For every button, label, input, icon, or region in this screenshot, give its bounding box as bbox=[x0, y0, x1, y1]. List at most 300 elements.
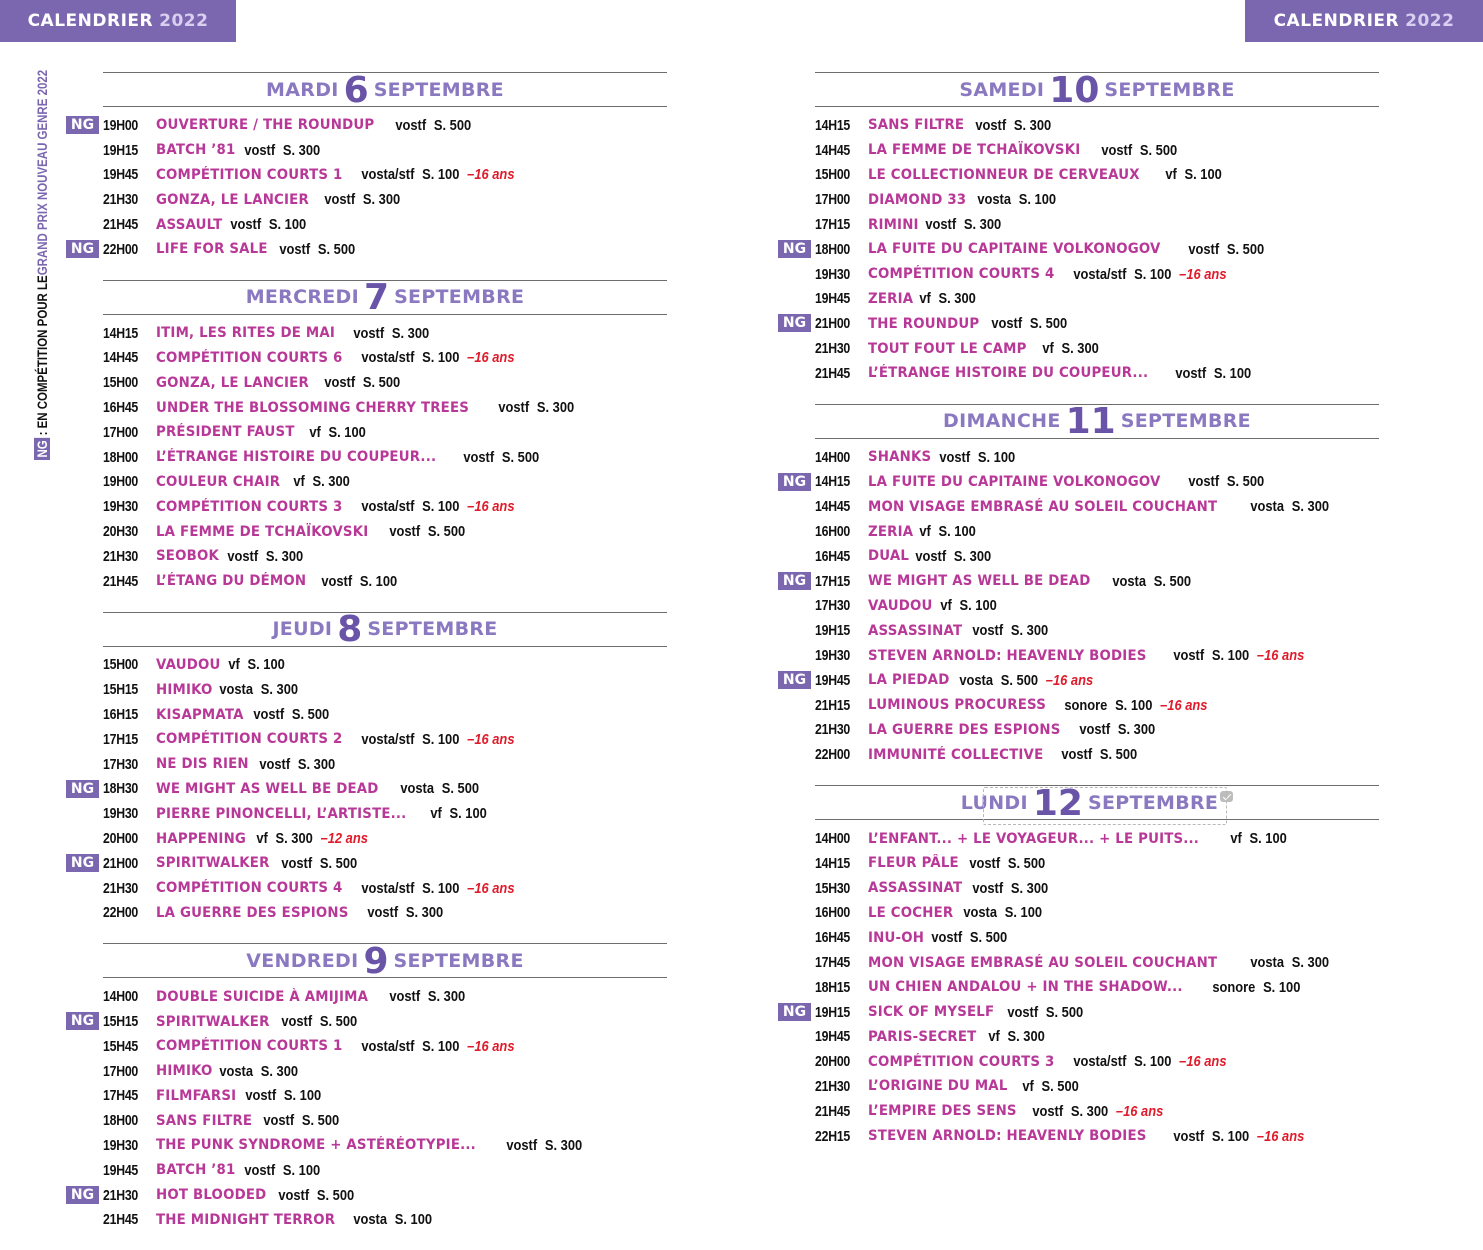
screening-room: S. 500 bbox=[1139, 141, 1178, 159]
screening-time: 21H30 bbox=[103, 547, 139, 565]
film-title: UNDER THE BLOSSOMING CHERRY TREES bbox=[156, 399, 470, 416]
film-title: COMPÉTITION COURTS 3 bbox=[156, 498, 343, 515]
ng-badge: NG bbox=[778, 1003, 811, 1021]
header-label: CALENDRIER bbox=[1273, 11, 1400, 31]
screening-time: 22H00 bbox=[103, 240, 139, 258]
day-section bbox=[782, 401, 1379, 767]
ng-badge: NG bbox=[778, 572, 811, 590]
screening-room: S. 500 bbox=[320, 854, 358, 872]
screening-row bbox=[103, 727, 667, 752]
film-title: GONZA, LE LANCIER bbox=[156, 374, 309, 391]
film-title: THE ROUNDUP bbox=[868, 315, 980, 332]
screening-row bbox=[815, 851, 1379, 876]
screening-format: vf bbox=[1165, 166, 1178, 184]
screening-room: S. 100 bbox=[283, 1161, 321, 1179]
screening-row bbox=[815, 494, 1379, 519]
age-rating: –16 ans bbox=[466, 498, 515, 516]
screening-format: vf bbox=[430, 805, 443, 823]
day-name: MERCREDI bbox=[245, 286, 359, 309]
screening-time: 19H00 bbox=[103, 116, 139, 134]
screening-room: S. 500 bbox=[1007, 854, 1045, 872]
screening-row bbox=[815, 445, 1379, 470]
film-title: STEVEN ARNOLD: HEAVENLY BODIES bbox=[868, 1128, 1147, 1145]
screening-time: 22H00 bbox=[815, 746, 851, 764]
film-title: LA GUERRE DES ESPIONS bbox=[156, 904, 349, 921]
screening-time: 14H45 bbox=[815, 498, 851, 516]
screening-info bbox=[234, 142, 320, 159]
screening-format: vostf bbox=[278, 1186, 310, 1204]
screening-info bbox=[1091, 142, 1177, 159]
film-title: SANS FILTRE bbox=[868, 117, 965, 134]
screening-time: 19H15 bbox=[815, 1003, 851, 1021]
screening-row bbox=[103, 163, 667, 188]
screening-row bbox=[815, 113, 1379, 138]
screening-info bbox=[1178, 473, 1264, 490]
film-title: ZERIA bbox=[868, 290, 914, 307]
screening-info bbox=[1220, 830, 1287, 847]
day-section bbox=[782, 69, 1379, 386]
film-title: SPIRITWALKER bbox=[156, 1013, 270, 1030]
screening-info bbox=[1051, 746, 1137, 763]
ng-badge: NG bbox=[66, 854, 99, 872]
screening-room: S. 500 bbox=[1046, 1003, 1084, 1021]
screening-time: 18H00 bbox=[103, 1112, 139, 1130]
film-title: LA PIEDAD bbox=[868, 672, 950, 689]
screening-room: S. 300 bbox=[1070, 1102, 1108, 1120]
screening-format: vf bbox=[919, 523, 931, 541]
screening-time: 14H00 bbox=[815, 448, 851, 466]
schedule-column-left bbox=[70, 69, 667, 1250]
screening-format: vosta bbox=[353, 1211, 387, 1229]
film-title: LE COLLECTIONNEUR DE CERVEAUX bbox=[868, 166, 1140, 183]
screening-row bbox=[815, 1124, 1379, 1149]
screening-info bbox=[379, 988, 465, 1005]
ng-badge: NG bbox=[778, 671, 811, 689]
age-rating: –12 ans bbox=[320, 830, 368, 848]
day-section bbox=[70, 609, 667, 926]
screening-info bbox=[949, 672, 1093, 689]
screening-info bbox=[1012, 1078, 1079, 1095]
screening-format: vostf bbox=[281, 1013, 313, 1030]
film-title: LA FUITE DU CAPITAINE VOLKONOGOV bbox=[868, 241, 1161, 258]
screening-row bbox=[815, 544, 1379, 569]
screening-room: S. 500 bbox=[1153, 572, 1191, 590]
screening-format: vostf bbox=[230, 216, 262, 234]
screening-info bbox=[997, 1004, 1083, 1021]
screening-info bbox=[217, 548, 303, 565]
day-section bbox=[782, 782, 1379, 1148]
screening-info bbox=[220, 216, 306, 233]
screening-info bbox=[1063, 266, 1226, 283]
screening-format: sonore bbox=[1212, 978, 1256, 996]
day-section bbox=[70, 69, 667, 262]
day-month: SEPTEMBRE bbox=[367, 618, 498, 641]
screening-room: S. 100 bbox=[1211, 1127, 1249, 1145]
screening-info bbox=[268, 1187, 354, 1204]
film-title: ASSASSINAT bbox=[868, 622, 963, 639]
screening-time: 15H15 bbox=[103, 1013, 139, 1030]
screening-row bbox=[815, 643, 1379, 668]
screening-format: vosta bbox=[963, 904, 997, 922]
age-rating: –16 ans bbox=[1178, 1053, 1227, 1071]
screening-time: 15H45 bbox=[103, 1037, 139, 1055]
screening-room: S. 100 bbox=[977, 448, 1016, 466]
screening-info bbox=[314, 374, 400, 391]
screening-time: 14H45 bbox=[103, 349, 139, 367]
screening-time: 19H15 bbox=[103, 141, 139, 159]
screening-info bbox=[965, 117, 1051, 134]
screening-room: S. 300 bbox=[391, 324, 429, 342]
screening-format: vosta bbox=[1249, 954, 1284, 971]
screening-room: S. 500 bbox=[363, 374, 401, 392]
screening-format: vostf bbox=[253, 706, 285, 724]
screening-info bbox=[909, 523, 976, 540]
film-title: BATCH ’81 bbox=[156, 142, 236, 159]
screening-room: S. 100 bbox=[421, 879, 460, 897]
age-rating: –16 ans bbox=[1045, 671, 1093, 689]
screening-format: vf bbox=[1230, 830, 1242, 848]
screening-info bbox=[249, 756, 335, 773]
film-title: LA GUERRE DES ESPIONS bbox=[868, 721, 1061, 738]
screening-time: 17H00 bbox=[815, 191, 851, 209]
film-title: ZERIA bbox=[868, 523, 914, 540]
film-title: LE COCHER bbox=[868, 904, 954, 921]
screening-row bbox=[815, 975, 1379, 1000]
screening-format: vosta bbox=[219, 1062, 254, 1080]
screening-list bbox=[70, 113, 667, 262]
age-rating: –16 ans bbox=[1159, 696, 1207, 714]
screening-format: vostf bbox=[226, 547, 258, 565]
day-header bbox=[103, 940, 667, 982]
screening-format: vostf bbox=[244, 1161, 276, 1179]
film-title: SEOBOK bbox=[156, 548, 220, 565]
film-title: RIMINI bbox=[868, 216, 919, 233]
screening-format: vosta/stf bbox=[361, 166, 415, 184]
screening-info bbox=[930, 597, 997, 614]
day-name: LUNDI bbox=[960, 791, 1028, 814]
screening-row bbox=[103, 494, 667, 519]
screening-room: S. 300 bbox=[544, 1136, 582, 1154]
screening-row bbox=[815, 187, 1379, 212]
screening-row bbox=[70, 237, 667, 262]
screening-format: vostf bbox=[1173, 1127, 1204, 1145]
film-title: HIMIKO bbox=[156, 681, 213, 698]
screening-info bbox=[243, 706, 329, 723]
screening-time: 15H00 bbox=[815, 166, 851, 184]
screening-row bbox=[103, 901, 667, 926]
screening-row bbox=[103, 653, 667, 678]
screening-time: 19H30 bbox=[815, 647, 851, 665]
age-rating: –16 ans bbox=[466, 1037, 515, 1055]
screening-row bbox=[815, 901, 1379, 926]
screening-row bbox=[103, 420, 667, 445]
screening-row bbox=[70, 1009, 667, 1034]
screening-row bbox=[815, 1074, 1379, 1099]
screening-row bbox=[103, 321, 667, 346]
screening-time: 14H00 bbox=[103, 988, 139, 1006]
screening-info bbox=[981, 315, 1067, 332]
screening-info bbox=[1165, 365, 1251, 382]
screening-row bbox=[103, 1133, 667, 1158]
screening-time: 19H45 bbox=[815, 1028, 851, 1046]
screening-row bbox=[782, 569, 1379, 594]
screening-time: 21H30 bbox=[103, 1186, 139, 1204]
screening-info bbox=[1163, 1128, 1304, 1145]
day-number: 6 bbox=[343, 69, 369, 111]
film-title: SANS FILTRE bbox=[156, 1112, 253, 1129]
screening-format: vostf bbox=[462, 448, 494, 466]
screening-room: S. 300 bbox=[964, 216, 1002, 234]
screening-info bbox=[351, 880, 514, 897]
screening-room: S. 300 bbox=[953, 547, 991, 565]
screening-room: S. 100 bbox=[1213, 364, 1251, 382]
screening-info bbox=[1102, 573, 1191, 590]
screening-room: S. 300 bbox=[265, 547, 303, 565]
screening-row bbox=[103, 752, 667, 777]
screening-row bbox=[103, 569, 667, 594]
film-title: L’ÉTRANGE HISTOIRE DU COUPEUR... bbox=[156, 449, 437, 466]
day-section bbox=[70, 940, 667, 1232]
screening-row bbox=[815, 826, 1379, 851]
screening-format: vostf bbox=[279, 240, 311, 258]
screening-room: S. 300 bbox=[1007, 1028, 1045, 1046]
screening-room: S. 100 bbox=[421, 166, 460, 184]
screening-format: vostf bbox=[367, 904, 399, 922]
header-year: 2022 bbox=[159, 11, 209, 31]
screening-time: 19H30 bbox=[103, 1136, 139, 1154]
screening-info bbox=[311, 573, 397, 590]
ng-badge: NG bbox=[66, 116, 99, 134]
film-title: LUMINOUS PROCURESS bbox=[868, 697, 1047, 714]
screening-row bbox=[815, 876, 1379, 901]
screening-time: 19H00 bbox=[103, 473, 139, 491]
screening-time: 14H15 bbox=[103, 324, 139, 342]
screening-time: 14H00 bbox=[815, 830, 851, 848]
screening-time: 14H45 bbox=[815, 141, 851, 159]
screening-row bbox=[103, 346, 667, 371]
screening-format: vostf bbox=[1031, 1102, 1063, 1120]
screening-info bbox=[1240, 954, 1329, 971]
screening-row bbox=[103, 445, 667, 470]
screening-format: vf bbox=[309, 423, 321, 441]
screening-room: S. 100 bbox=[328, 423, 366, 441]
screening-time: 21H45 bbox=[103, 572, 139, 590]
screening-time: 21H30 bbox=[815, 1077, 851, 1095]
screening-format: vostf bbox=[974, 116, 1006, 134]
screening-info bbox=[390, 780, 479, 797]
screening-info bbox=[209, 681, 298, 698]
film-title: FLEUR PÂLE bbox=[868, 855, 959, 872]
screening-format: vostf bbox=[1188, 473, 1220, 491]
film-title: COULEUR CHAIR bbox=[156, 473, 281, 490]
ng-badge: NG bbox=[66, 1012, 99, 1030]
day-number: 9 bbox=[363, 940, 389, 982]
film-title: GONZA, LE LANCIER bbox=[156, 191, 309, 208]
screening-format: vf bbox=[988, 1028, 1000, 1046]
screening-info bbox=[351, 731, 514, 748]
screening-time: 18H00 bbox=[815, 240, 851, 258]
day-name: VENDREDI bbox=[246, 949, 359, 972]
screening-format: vosta/stf bbox=[361, 879, 415, 897]
screening-row bbox=[815, 1099, 1379, 1124]
screening-info bbox=[343, 1211, 432, 1228]
film-title: LA FUITE DU CAPITAINE VOLKONOGOV bbox=[868, 473, 1161, 490]
screening-time: 17H15 bbox=[815, 216, 851, 234]
screening-info bbox=[909, 290, 976, 307]
screening-info bbox=[246, 830, 368, 847]
screening-row bbox=[103, 395, 667, 420]
screening-time: 21H30 bbox=[815, 340, 851, 358]
screening-row bbox=[103, 677, 667, 702]
ng-legend-highlight: GRAND PRIX NOUVEAU GENRE 2022 bbox=[34, 69, 50, 276]
film-title: COMPÉTITION COURTS 4 bbox=[156, 880, 343, 897]
screening-time: 19H15 bbox=[815, 622, 851, 640]
screening-info bbox=[1063, 1053, 1226, 1070]
screening-row bbox=[815, 519, 1379, 544]
screening-row bbox=[815, 1025, 1379, 1050]
day-number: 10 bbox=[1049, 69, 1100, 111]
age-rating: –16 ans bbox=[466, 879, 515, 897]
screening-format: vf bbox=[228, 656, 240, 674]
film-title: FILMFARSI bbox=[156, 1087, 237, 1104]
film-title: PARIS-SECRET bbox=[868, 1028, 977, 1045]
screening-room: S. 100 bbox=[247, 656, 285, 674]
film-title: KISAPMATA bbox=[156, 706, 244, 723]
screening-room: S. 300 bbox=[1291, 498, 1329, 516]
screening-info bbox=[959, 855, 1045, 872]
screening-row bbox=[815, 594, 1379, 619]
screening-time: 21H30 bbox=[815, 721, 851, 739]
screening-info bbox=[1202, 979, 1300, 996]
screening-format: vostf bbox=[498, 399, 530, 417]
screening-time: 21H45 bbox=[103, 1211, 139, 1229]
age-rating: –16 ans bbox=[1256, 647, 1305, 665]
screening-row bbox=[103, 519, 667, 544]
screening-info bbox=[1240, 498, 1329, 515]
screening-row bbox=[815, 163, 1379, 188]
screening-time: 14H15 bbox=[815, 116, 851, 134]
screening-row bbox=[103, 702, 667, 727]
screening-time: 17H15 bbox=[103, 730, 139, 748]
screening-row bbox=[815, 693, 1379, 718]
screening-time: 15H00 bbox=[103, 374, 139, 392]
ng-badge: NG bbox=[66, 240, 99, 258]
screening-room: S. 300 bbox=[261, 1062, 299, 1080]
day-header bbox=[815, 782, 1379, 824]
screening-time: 19H30 bbox=[815, 265, 851, 283]
screening-time: 15H30 bbox=[815, 879, 851, 897]
screening-row bbox=[70, 777, 667, 802]
screening-format: vostf bbox=[1173, 647, 1204, 665]
screening-row bbox=[103, 1207, 667, 1232]
screening-row bbox=[103, 1059, 667, 1084]
screening-info bbox=[1032, 340, 1099, 357]
screening-time: 17H45 bbox=[815, 954, 851, 971]
screening-info bbox=[905, 548, 991, 565]
film-title: L’EMPIRE DES SENS bbox=[868, 1103, 1017, 1120]
screening-row bbox=[103, 984, 667, 1009]
screening-info bbox=[343, 325, 429, 342]
screening-row bbox=[103, 1084, 667, 1109]
day-header bbox=[103, 277, 667, 319]
film-title: LA FEMME DE TCHAÏKOVSKI bbox=[156, 523, 369, 540]
screening-row bbox=[103, 470, 667, 495]
film-title: ASSAULT bbox=[156, 216, 223, 233]
screening-format: vf bbox=[940, 597, 952, 615]
screening-format: vostf bbox=[991, 315, 1023, 333]
film-title: L’ÉTANG DU DÉMON bbox=[156, 573, 307, 590]
screening-room: S. 100 bbox=[1004, 904, 1042, 922]
film-title: COMPÉTITION COURTS 1 bbox=[156, 1038, 343, 1055]
screening-format: vostf bbox=[972, 622, 1004, 640]
day-number: 11 bbox=[1065, 401, 1116, 443]
screening-row bbox=[782, 311, 1379, 336]
screening-time: 19H45 bbox=[103, 166, 139, 184]
screening-room: S. 300 bbox=[1291, 954, 1329, 971]
screening-row bbox=[70, 113, 667, 138]
screening-room: S. 100 bbox=[1263, 978, 1301, 996]
film-title: COMPÉTITION COURTS 6 bbox=[156, 349, 343, 366]
screening-info bbox=[962, 880, 1048, 897]
selection-box bbox=[983, 782, 1227, 825]
screening-format: vostf bbox=[1101, 141, 1132, 159]
screening-row bbox=[103, 138, 667, 163]
screening-format: vostf bbox=[914, 547, 946, 565]
screening-room: S. 500 bbox=[301, 1112, 339, 1130]
screening-format: vostf bbox=[1188, 240, 1220, 258]
screening-room: S. 300 bbox=[406, 904, 444, 922]
screening-room: S. 500 bbox=[969, 929, 1008, 947]
film-title: HAPPENING bbox=[156, 830, 247, 847]
screening-info bbox=[351, 349, 514, 366]
screening-room: S. 300 bbox=[938, 290, 977, 308]
age-rating: –16 ans bbox=[466, 349, 515, 367]
film-title: LA FEMME DE TCHAÏKOVSKI bbox=[868, 142, 1081, 159]
film-title: DOUBLE SUICIDE À AMIJIMA bbox=[156, 988, 369, 1005]
screening-time: 19H30 bbox=[103, 805, 139, 823]
screening-room: S. 100 bbox=[1211, 647, 1249, 665]
screening-row bbox=[103, 370, 667, 395]
screening-time: 16H45 bbox=[815, 929, 851, 947]
screening-row bbox=[103, 1108, 667, 1133]
screening-room: S. 500 bbox=[434, 116, 472, 134]
screening-room: S. 500 bbox=[1000, 671, 1038, 689]
screening-room: S. 500 bbox=[292, 706, 330, 724]
screening-list bbox=[70, 984, 667, 1232]
screening-row bbox=[782, 1000, 1379, 1025]
film-title: PRÉSIDENT FAUST bbox=[156, 424, 295, 441]
screening-time: 17H45 bbox=[103, 1087, 139, 1105]
screening-time: 16H45 bbox=[103, 399, 139, 417]
screening-room: S. 500 bbox=[1041, 1077, 1079, 1095]
screening-room: S. 300 bbox=[1011, 879, 1049, 897]
day-name: JEUDI bbox=[272, 618, 333, 641]
screening-row bbox=[103, 801, 667, 826]
screening-info bbox=[967, 191, 1056, 208]
screening-time: 21H30 bbox=[103, 879, 139, 897]
day-name: SAMEDI bbox=[959, 78, 1045, 101]
film-title: TOUT FOUT LE CAMP bbox=[868, 340, 1027, 357]
ng-badge: NG bbox=[778, 314, 811, 332]
film-title: WE MIGHT AS WELL BE DEAD bbox=[868, 573, 1091, 590]
screening-info bbox=[271, 855, 357, 872]
screening-time: 15H00 bbox=[103, 656, 139, 674]
screening-room: S. 300 bbox=[1061, 340, 1100, 358]
day-header bbox=[815, 401, 1379, 443]
screening-format: vosta/stf bbox=[1073, 265, 1127, 283]
screening-info bbox=[209, 1063, 298, 1080]
screening-info bbox=[385, 117, 471, 134]
